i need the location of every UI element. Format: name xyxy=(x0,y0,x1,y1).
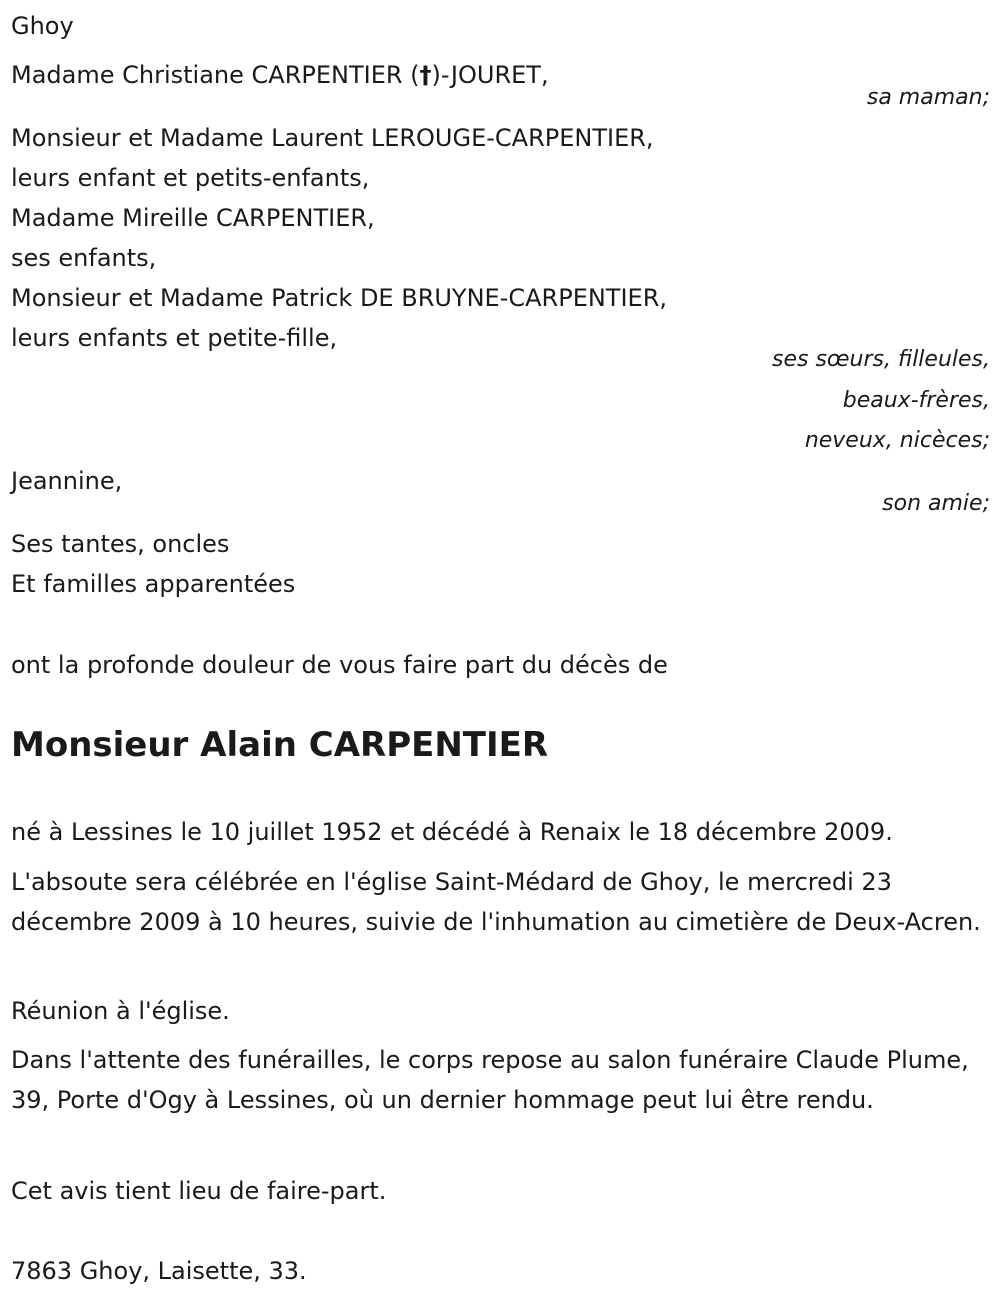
friend-relation: son amie; xyxy=(882,491,990,516)
detail-paragraph: L'absoute sera célébrée en l'église Saint-Médard de Ghoy, le mercredi 23 décembre 2009 à 10 heures, suivie de l'inhumation au cimetière de Deux-Acren. xyxy=(11,868,981,936)
sibling-line: leurs enfants et petite-fille, xyxy=(11,324,338,352)
detail-paragraph: Réunion à l'église. xyxy=(11,997,230,1025)
mother-prefix: Madame Christiane CARPENTIER ( xyxy=(11,61,420,89)
deceased-name: Monsieur Alain CARPENTIER xyxy=(11,725,549,765)
siblings-relation-line: neveux, nicèces; xyxy=(804,428,990,453)
cross-icon: † xyxy=(419,61,432,89)
address: 7863 Ghoy, Laisette, 33. xyxy=(11,1257,307,1285)
sibling-line: Madame Mireille CARPENTIER, xyxy=(11,204,375,232)
detail-paragraph: Cet avis tient lieu de faire-part. xyxy=(11,1177,387,1205)
mother-suffix: )-JOURET, xyxy=(431,61,549,89)
sibling-line: ses enfants, xyxy=(11,244,157,272)
detail-paragraph: Dans l'attente des funérailles, le corps repose au salon funéraire Claude Plume, 39, Porte d'Ogy à Lessines, où un dernier hommage peut lui être rendu. xyxy=(11,1046,969,1114)
announcement: ont la profonde douleur de vous faire part du décès de xyxy=(11,651,668,679)
sibling-line: leurs enfant et petits-enfants, xyxy=(11,164,370,192)
others-line: Ses tantes, oncles xyxy=(11,530,230,558)
detail-paragraph: né à Lessines le 10 juillet 1952 et décédé à Renaix le 18 décembre 2009. xyxy=(11,818,893,846)
locality: Ghoy xyxy=(11,12,74,40)
sibling-line: Monsieur et Madame Patrick DE BRUYNE-CARPENTIER, xyxy=(11,284,668,312)
mother-relation: sa maman; xyxy=(866,85,990,110)
siblings-relation-line: ses sœurs, filleules, xyxy=(772,347,990,372)
siblings-relation-line: beaux-frères, xyxy=(842,388,990,413)
others-line: Et familles apparentées xyxy=(11,570,296,598)
sibling-line: Monsieur et Madame Laurent LEROUGE-CARPENTIER, xyxy=(11,124,654,152)
friend-line: Jeannine, xyxy=(11,467,123,495)
